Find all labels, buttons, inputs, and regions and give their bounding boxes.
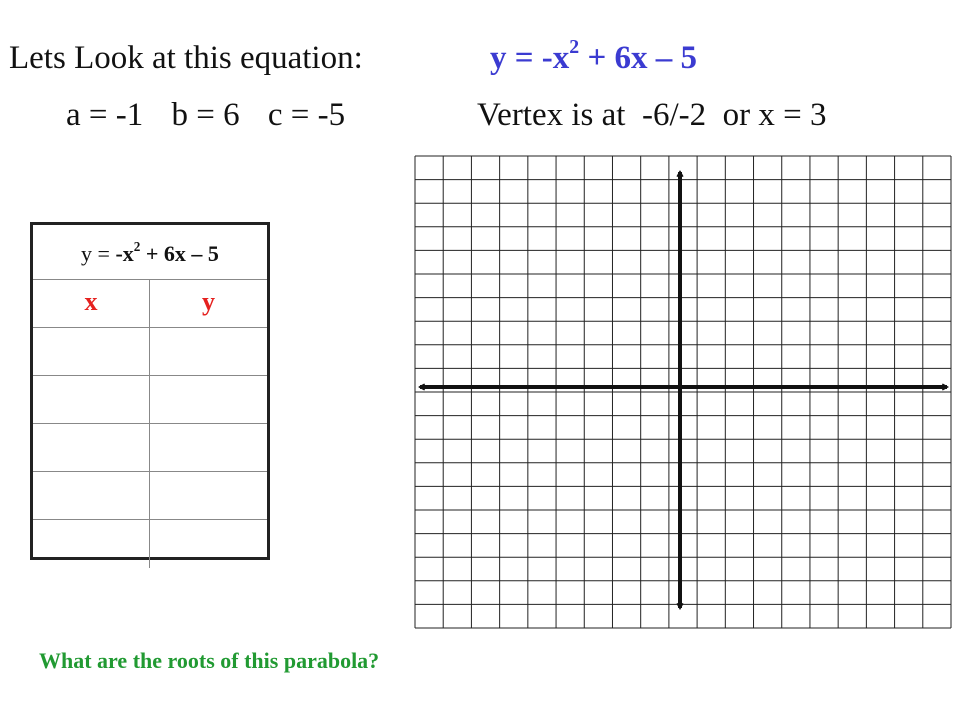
- equation-title: [490, 36, 697, 77]
- coordinate-grid: [410, 150, 955, 635]
- coefficients: [66, 97, 365, 134]
- table-row: [33, 376, 267, 424]
- cell-y[interactable]: [150, 520, 267, 568]
- table-row: [33, 472, 267, 520]
- cell-x[interactable]: [33, 472, 150, 519]
- xy-table: [30, 222, 270, 560]
- table-row: [33, 328, 267, 376]
- cell-x[interactable]: [33, 376, 150, 423]
- coef-c: c = -5: [267, 97, 346, 133]
- cell-x[interactable]: [33, 520, 150, 568]
- vertex-text: Vertex is at -6/-2 or x = 3: [477, 97, 827, 133]
- coef-b: b = 6: [171, 97, 240, 133]
- equation-exponent: 2: [569, 36, 580, 59]
- table-header-row: [33, 280, 267, 328]
- table-title-post: + 6x – 5: [140, 241, 219, 266]
- cell-y[interactable]: [150, 472, 267, 519]
- table-title-pre: y =: [81, 241, 116, 266]
- equation-post: + 6x – 5: [579, 40, 697, 76]
- col-header-x: x: [33, 280, 150, 327]
- coef-a: a = -1: [66, 97, 144, 133]
- table-title: [33, 225, 267, 280]
- cell-y[interactable]: [150, 424, 267, 471]
- table-row: [33, 520, 267, 568]
- cell-x[interactable]: [33, 328, 150, 375]
- question-text: What are the roots of this parabola?: [39, 648, 380, 673]
- cell-x[interactable]: [33, 424, 150, 471]
- cell-y[interactable]: [150, 328, 267, 375]
- intro-text: Lets Look at this equation:: [9, 40, 363, 76]
- table-title-exponent: 2: [133, 238, 141, 254]
- cell-y[interactable]: [150, 376, 267, 423]
- table-row: [33, 424, 267, 472]
- table-title-eq: -x: [115, 241, 134, 266]
- equation-pre: y = -x: [490, 40, 570, 76]
- col-header-y: y: [202, 287, 215, 316]
- grid-lines: [415, 156, 951, 628]
